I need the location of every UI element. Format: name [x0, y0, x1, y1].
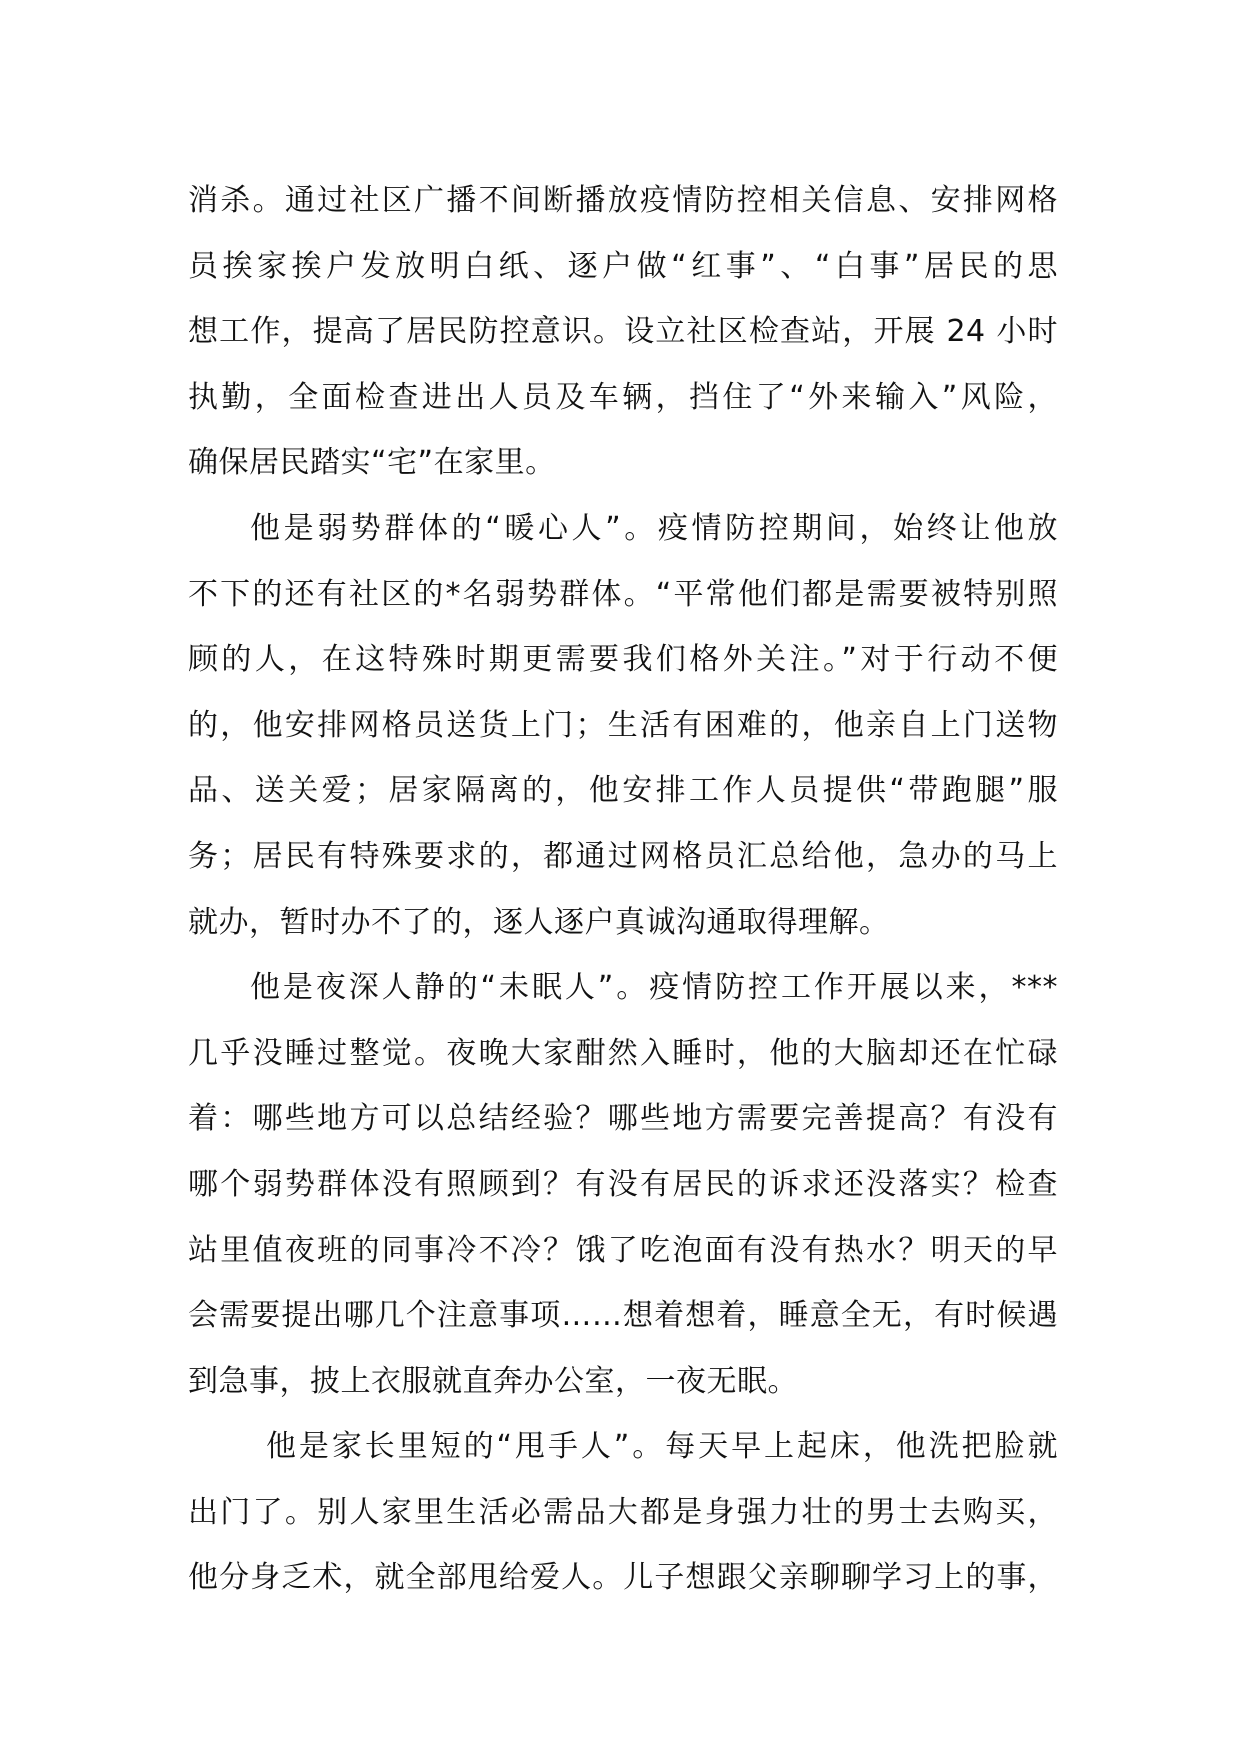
body-text	[188, 168, 1058, 1611]
text-line: 哪个弱势群体没有照顾到？有没有居民的诉求还没落实？检查	[188, 1166, 1058, 1202]
text-line: 他分身乏术，就全部甩给爱人。儿子想跟父亲聊聊学习上的事，	[188, 1560, 1058, 1596]
text-line: 品、送关爱；居家隔离的，他安排工作人员提供“带跑腿”服	[188, 773, 1058, 809]
text-line: 确保居民踏实“宅”在家里。	[188, 445, 556, 481]
text-line: 的，他安排网格员送货上门；生活有困难的，他亲自上门送物	[188, 707, 1058, 743]
text-line: 就办，暂时办不了的，逐人逐户真诚沟通取得理解。	[188, 904, 890, 940]
text-line: 执勤，全面检查进出人员及车辆，挡住了“外来输入”风险，	[188, 379, 1058, 415]
text-line: 到急事，披上衣服就直奔办公室，一夜无眠。	[188, 1363, 798, 1399]
text-line: 他是家长里短的“甩手人”。每天早上起床，他洗把脸就	[266, 1429, 1058, 1465]
text-line: 他是夜深人静的“未眠人”。疫情防控工作开展以来，***	[250, 970, 1058, 1006]
text-line: 出门了。别人家里生活必需品大都是身强力壮的男士去购买，	[188, 1494, 1058, 1530]
text-line: 务；居民有特殊要求的，都通过网格员汇总给他，急办的马上	[188, 838, 1058, 874]
text-line: 员挨家挨户发放明白纸、逐户做“红事”、“白事”居民的思	[188, 248, 1058, 284]
text-line: 顾的人，在这特殊时期更需要我们格外关注。”对于行动不便	[188, 642, 1058, 678]
text-line: 他是弱势群体的“暖心人”。疫情防控期间，始终让他放	[250, 510, 1058, 546]
text-line: 不下的还有社区的*名弱势群体。“平常他们都是需要被特别照	[188, 576, 1058, 612]
text-line: 几乎没睡过整觉。夜晚大家酣然入睡时，他的大脑却还在忙碌	[188, 1035, 1058, 1071]
text-line: 站里值夜班的同事冷不冷？饿了吃泡面有没有热水？明天的早	[188, 1232, 1058, 1268]
text-line: 消杀。通过社区广播不间断播放疫情防控相关信息、安排网格	[188, 183, 1058, 218]
text-line: 着：哪些地方可以总结经验？哪些地方需要完善提高？有没有	[188, 1101, 1058, 1137]
text-line: 想工作，提高了居民防控意识。设立社区检查站，开展 24 小时	[188, 314, 1058, 350]
text-line: 会需要提出哪几个注意事项……想着想着，睡意全无，有时候遇	[188, 1298, 1058, 1334]
